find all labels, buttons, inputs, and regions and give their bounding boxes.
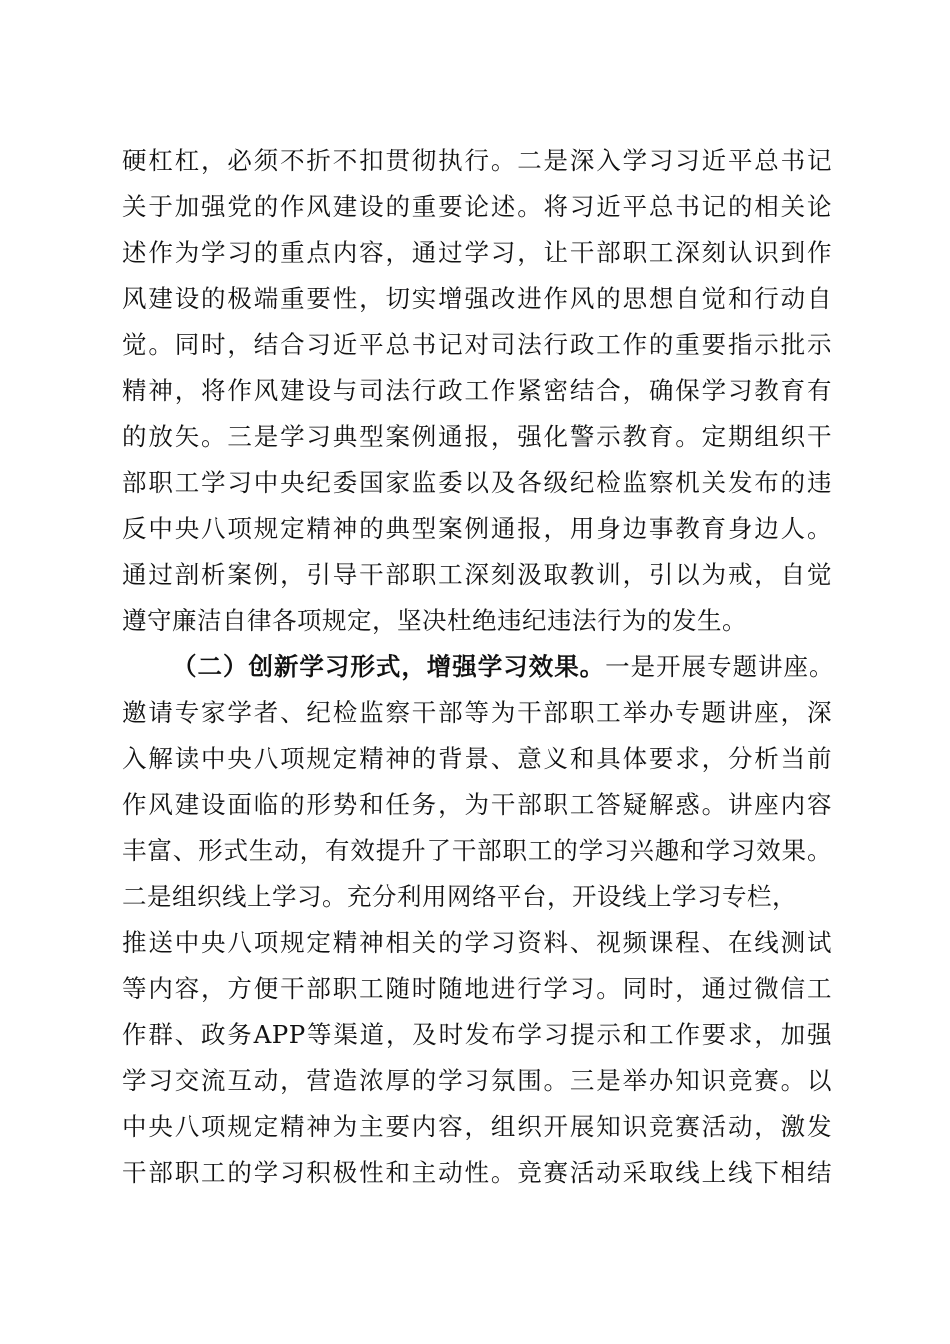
section-heading: （二）创新学习形式，增强学习效果。 — [172, 652, 606, 681]
text-line: 等内容，方便干部职工随时随地进行学习。同时，通过微信工 — [122, 974, 832, 1003]
text-line: 推送中央八项规定精神相关的学习资料、视频课程、在线测试 — [122, 928, 832, 957]
text-line: 反中央八项规定精神的典型案例通报，用身边事教育身边人。 — [122, 514, 832, 543]
text-line: 部职工学习中央纪委国家监委以及各级纪检监察机关发布的违 — [122, 468, 832, 497]
text-line: 觉。同时，结合习近平总书记对司法行政工作的重要指示批示 — [122, 330, 832, 359]
text-line: 的放矢。三是学习典型案例通报，强化警示教育。定期组织干 — [122, 422, 832, 451]
text-line: 关于加强党的作风建设的重要论述。将习近平总书记的相关论 — [122, 192, 832, 221]
text-line: 硬杠杠，必须不折不扣贯彻执行。二是深入学习习近平总书记 — [122, 146, 832, 175]
text-line: 入解读中央八项规定精神的背景、意义和具体要求，分析当前 — [122, 744, 832, 773]
text-line: 通过剖析案例，引导干部职工深刻汲取教训，引以为戒，自觉 — [122, 560, 832, 589]
text-line: 中央八项规定精神为主要内容，组织开展知识竞赛活动，激发 — [122, 1112, 832, 1141]
text-line: 述作为学习的重点内容，通过学习，让干部职工深刻认识到作 — [122, 238, 832, 267]
section-heading-rest: 一是开展专题讲座。 — [605, 652, 835, 681]
text-line: 干部职工的学习积极性和主动性。竞赛活动采取线上线下相结 — [122, 1158, 832, 1187]
text-line: 邀请专家学者、纪检监察干部等为干部职工举办专题讲座，深 — [122, 698, 832, 727]
text-line: 遵守廉洁自律各项规定，坚决杜绝违纪违法行为的发生。 — [122, 606, 747, 635]
text-line: 学习交流互动，营造浓厚的学习氛围。三是举办知识竞赛。以 — [122, 1066, 832, 1095]
text-line: 二是组织线上学习。充分利用网络平台，开设线上学习专栏， — [122, 882, 797, 911]
text-line: 风建设的极端重要性，切实增强改进作风的思想自觉和行动自 — [122, 284, 832, 313]
text-line: 精神，将作风建设与司法行政工作紧密结合，确保学习教育有 — [122, 376, 832, 405]
section-heading-line — [172, 647, 834, 687]
text-line: 作风建设面临的形势和任务，为干部职工答疑解惑。讲座内容 — [122, 790, 832, 819]
text-line: 作群、政务APP等渠道，及时发布学习提示和工作要求，加强 — [122, 1020, 832, 1049]
text-line: 丰富、形式生动，有效提升了干部职工的学习兴趣和学习效果。 — [122, 836, 832, 865]
